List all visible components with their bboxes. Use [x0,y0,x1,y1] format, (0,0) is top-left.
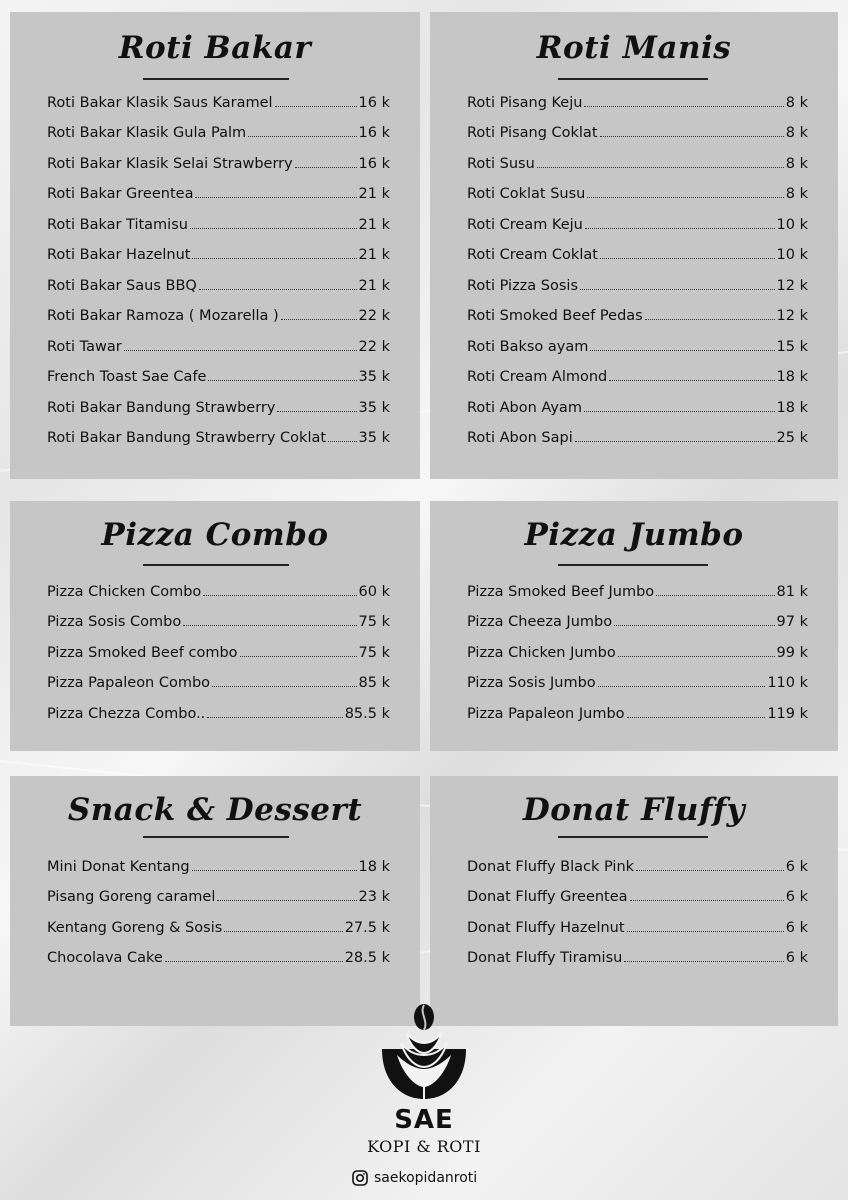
dot-leader [124,348,357,351]
menu-item [467,387,808,418]
item-price: 8 k [785,125,808,141]
item-price: 81 k [776,583,808,600]
dot-leader [183,623,356,626]
instagram-username: saekopidanroti [374,1170,478,1186]
dot-leader [295,165,357,168]
menu-item [467,113,808,144]
item-name: Roti Coklat Susu [467,186,586,202]
dot-leader [600,256,775,259]
menu-item [47,204,390,235]
item-name: Roti Bakar Greentea [47,186,194,202]
item-name: French Toast Sae Cafe [47,369,207,385]
dot-leader [203,593,356,596]
item-price: 25 k [776,430,808,446]
item-name: Roti Bakar Hazelnut [47,247,191,263]
dot-leader [575,439,775,442]
dot-leader [580,287,775,290]
dot-leader [609,378,774,381]
title-underline [143,836,289,838]
dot-leader [208,378,356,381]
menu-list [467,571,808,724]
item-price: 10 k [776,247,808,263]
item-name: Roti Bakar Klasik Gula Palm [47,125,247,141]
item-price: 6 k [785,919,808,936]
item-name: Roti Bakar Bandung Strawberry Coklat [47,430,327,446]
section-title: Roti Bakar [118,30,312,66]
section-snack-dessert [10,776,420,1026]
section-title: Pizza Jumbo [524,517,744,553]
item-name: Roti Pisang Keju [467,94,583,111]
dot-leader [618,654,775,657]
title-underline [143,564,289,566]
dot-leader [598,684,766,687]
dot-leader [624,959,783,962]
item-price: 119 k [767,705,808,722]
dot-leader [627,715,766,718]
menu-item [47,174,390,205]
item-price: 85.5 k [344,705,390,722]
menu-item [47,265,390,296]
dot-leader [192,256,356,259]
item-name: Roti Cream Keju [467,216,583,233]
dot-leader [584,409,775,412]
item-name: Pizza Cheeza Jumbo [467,614,613,630]
item-name: Roti Abon Ayam [467,399,582,416]
item-price: 97 k [776,614,808,630]
menu-item [467,632,808,663]
section-title: Donat Fluffy [522,792,746,828]
item-name: Pizza Smoked Beef combo [47,644,238,661]
dot-leader [630,898,784,901]
brand-logo [349,1003,499,1163]
dot-leader [614,623,774,626]
dot-leader [585,226,775,229]
item-price: 35 k [358,399,390,416]
dot-leader [195,195,356,198]
menu-item [47,846,390,877]
dot-leader [587,195,783,198]
item-price: 18 k [358,858,390,875]
item-name: Chocolava Cake [47,950,163,966]
item-name: Pizza Chicken Combo [47,583,202,600]
menu-item [47,571,390,602]
dot-leader [212,684,356,687]
item-price: 16 k [358,125,390,141]
menu-item [47,602,390,633]
menu-item [47,82,390,113]
item-price: 18 k [776,399,808,416]
menu-item [467,846,808,877]
item-price: 18 k [776,369,808,385]
menu-item [47,235,390,266]
menu-item [467,663,808,694]
menu-item [467,938,808,969]
item-name: Pizza Smoked Beef Jumbo [467,583,655,600]
menu-item [47,938,390,969]
dot-leader [636,868,784,871]
menu-list [47,846,390,968]
item-name: Mini Donat Kentang [47,858,190,875]
menu-item [467,204,808,235]
menu-item [467,296,808,327]
section-roti-bakar [10,12,420,479]
item-price: 21 k [358,277,390,294]
item-name: Pizza Papaleon Combo [47,675,211,691]
item-price: 10 k [776,216,808,233]
dot-leader [277,409,356,412]
item-name: Pizza Chicken Jumbo [467,644,616,661]
item-name: Roti Bakar Saus BBQ [47,277,197,294]
menu-item [47,907,390,938]
instagram-icon [352,1170,368,1186]
brand-name: SAE [394,1105,454,1135]
item-price: 6 k [785,950,808,966]
item-price: 27.5 k [344,919,390,936]
menu-item [47,693,390,724]
section-title: Snack & Dessert [67,792,363,828]
menu-item [467,571,808,602]
dot-leader [281,317,357,320]
dot-leader [199,287,357,290]
dot-leader [207,715,342,718]
item-name: Donat Fluffy Tiramisu [467,950,623,966]
item-name: Roti Cream Almond [467,369,608,385]
dot-leader [537,165,784,168]
item-price: 35 k [358,369,390,385]
dot-leader [192,868,357,871]
item-price: 16 k [358,94,390,111]
title-underline [558,564,708,566]
dot-leader [240,654,357,657]
menu-item [467,265,808,296]
item-name: Roti Cream Coklat [467,247,598,263]
menu-item [467,877,808,908]
item-price: 21 k [358,247,390,263]
menu-list [467,82,808,448]
menu-item [467,82,808,113]
section-title: Pizza Combo [101,517,329,553]
item-name: Pizza Chezza Combo.. [47,705,206,722]
item-price: 16 k [358,155,390,172]
item-name: Roti Susu [467,155,535,172]
dot-leader [584,104,783,107]
dot-leader [627,929,784,932]
menu-item [47,663,390,694]
item-price: 22 k [358,338,390,355]
section-roti-manis [430,12,838,479]
item-price: 21 k [358,186,390,202]
item-price: 15 k [776,338,808,355]
item-name: Roti Bakar Klasik Selai Strawberry [47,155,293,172]
item-name: Roti Smoked Beef Pedas [467,308,643,324]
item-price: 22 k [358,308,390,324]
item-price: 6 k [785,858,808,875]
menu-item [467,143,808,174]
dot-leader [656,593,774,596]
dot-leader [328,439,356,442]
item-name: Roti Bakso ayam [467,338,589,355]
menu-item [467,907,808,938]
dot-leader [590,348,774,351]
menu-list [47,571,390,724]
menu-item [47,143,390,174]
dot-leader [190,226,357,229]
item-price: 60 k [358,583,390,600]
item-name: Donat Fluffy Black Pink [467,858,635,875]
section-pizza-jumbo [430,501,838,751]
item-name: Roti Bakar Klasik Saus Karamel [47,94,273,111]
item-price: 75 k [358,644,390,661]
menu-list [47,82,390,448]
menu-item [467,602,808,633]
item-name: Roti Abon Sapi [467,430,573,446]
item-price: 8 k [785,94,808,111]
instagram-handle[interactable] [352,1170,477,1186]
menu-item [47,113,390,144]
item-price: 35 k [358,430,390,446]
section-donat-fluffy [430,776,838,1026]
dot-leader [275,104,357,107]
dot-leader [224,929,342,932]
menu-item [47,632,390,663]
menu-list [467,846,808,968]
menu-item [467,693,808,724]
latte-art-tulip-icon [349,1003,499,1103]
dot-leader [217,898,356,901]
item-price: 85 k [358,675,390,691]
title-underline [558,836,708,838]
item-name: Donat Fluffy Hazelnut [467,919,625,936]
item-price: 110 k [767,675,808,691]
item-name: Roti Bakar Ramoza ( Mozarella ) [47,308,279,324]
item-price: 28.5 k [344,950,390,966]
item-name: Pisang Goreng caramel [47,889,216,905]
item-price: 6 k [785,889,808,905]
menu-item [47,418,390,449]
menu-item [467,418,808,449]
menu-item [467,357,808,388]
title-underline [143,78,289,80]
section-title: Roti Manis [536,30,732,66]
item-price: 99 k [776,644,808,661]
menu-item [47,877,390,908]
menu-item [467,235,808,266]
item-name: Pizza Papaleon Jumbo [467,705,625,722]
item-name: Roti Bakar Titamisu [47,216,188,233]
item-price: 23 k [358,889,390,905]
item-price: 21 k [358,216,390,233]
menu-item [47,387,390,418]
item-name: Roti Pizza Sosis [467,277,579,294]
item-name: Kentang Goreng & Sosis [47,919,223,936]
item-name: Roti Bakar Bandung Strawberry [47,399,276,416]
menu-item [467,174,808,205]
title-underline [558,78,708,80]
menu-item [47,326,390,357]
dot-leader [248,134,356,137]
menu-item [47,357,390,388]
menu-item [47,296,390,327]
brand-subtitle: KOPI & ROTI [367,1137,481,1156]
item-price: 8 k [785,186,808,202]
item-name: Roti Tawar [47,338,122,355]
menu-item [467,326,808,357]
dot-leader [645,317,775,320]
item-price: 12 k [776,277,808,294]
dot-leader [165,959,343,962]
item-name: Pizza Sosis Jumbo [467,675,596,691]
item-name: Pizza Sosis Combo [47,614,182,630]
item-name: Roti Pisang Coklat [467,125,598,141]
item-price: 8 k [785,155,808,172]
section-pizza-combo [10,501,420,751]
dot-leader [600,134,784,137]
item-price: 12 k [776,308,808,324]
item-name: Donat Fluffy Greentea [467,889,628,905]
item-price: 75 k [358,614,390,630]
